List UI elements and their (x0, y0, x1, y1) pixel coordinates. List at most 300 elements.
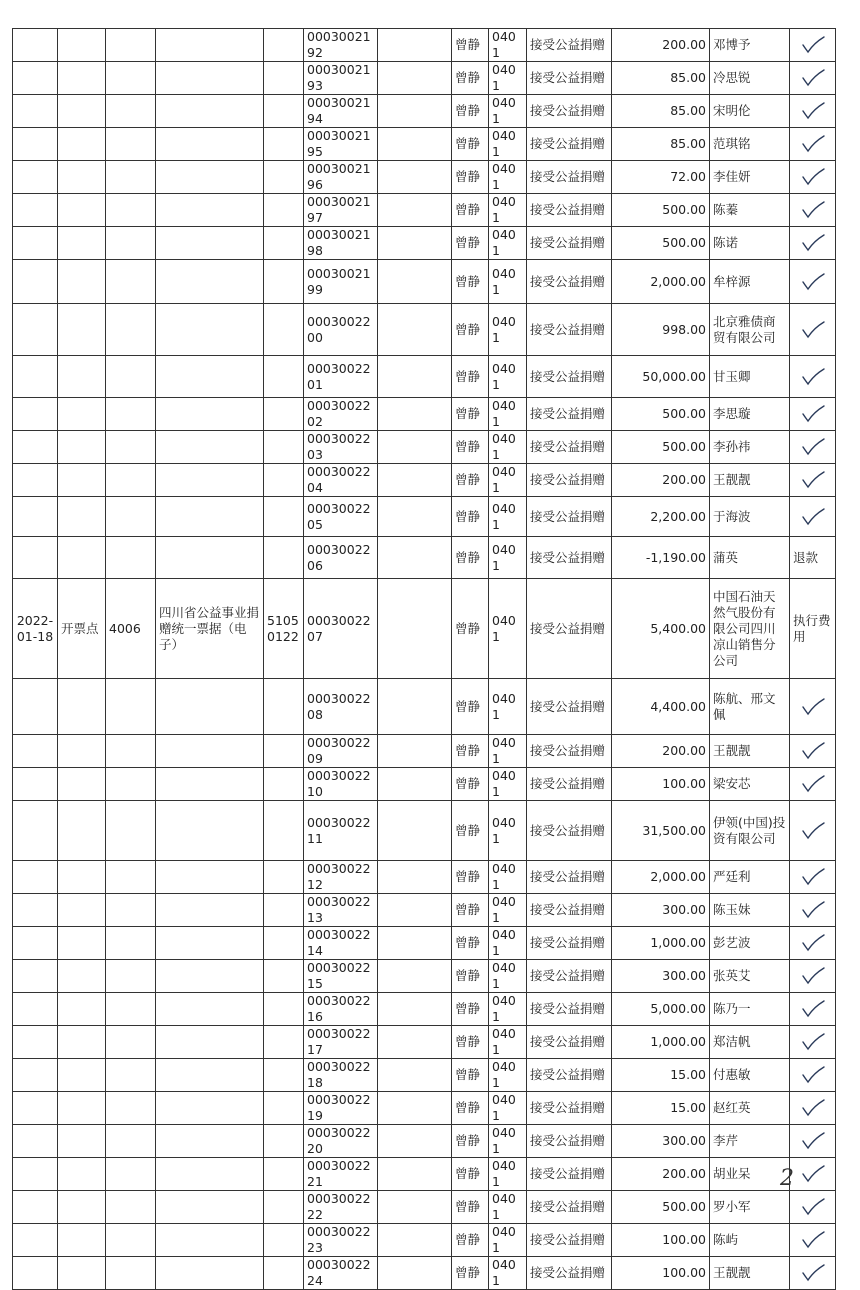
item-name-cell: 接受公益捐赠 (527, 1257, 612, 1290)
bill-type-cell (156, 768, 264, 801)
item-code-cell: 0401 (489, 537, 527, 579)
clerk-cell: 曾静 (452, 537, 489, 579)
bill-number-cell: 0003002195 (304, 128, 378, 161)
payer-cell: 李芹 (710, 1125, 790, 1158)
item-name-cell: 接受公益捐赠 (527, 1191, 612, 1224)
bill-number-cell: 0003002212 (304, 861, 378, 894)
remark-cell (790, 1026, 836, 1059)
bill-number-cell: 0003002223 (304, 1224, 378, 1257)
point-code-cell (106, 993, 156, 1026)
check-mark-icon (800, 320, 826, 340)
item-code-cell: 0401 (489, 161, 527, 194)
item-name-cell: 接受公益捐赠 (527, 1224, 612, 1257)
remark-cell (790, 304, 836, 356)
issue-point-cell (58, 260, 106, 304)
bill-number-cell: 0003002218 (304, 1059, 378, 1092)
amount-cell: 5,000.00 (612, 993, 710, 1026)
remark-cell: 退款 (790, 537, 836, 579)
remark-cell (790, 894, 836, 927)
bill-type-cell (156, 960, 264, 993)
table-row (13, 1191, 836, 1224)
clerk-cell: 曾静 (452, 1125, 489, 1158)
bill-code-cell (264, 927, 304, 960)
amount-cell: 500.00 (612, 227, 710, 260)
item-code-cell: 0401 (489, 1026, 527, 1059)
payer-cell: 严廷利 (710, 861, 790, 894)
amount-cell: 300.00 (612, 1125, 710, 1158)
clerk-cell: 曾静 (452, 95, 489, 128)
table-row (13, 95, 836, 128)
amount-cell: 15.00 (612, 1059, 710, 1092)
bill-type-cell (156, 398, 264, 431)
check-mark-icon (800, 821, 826, 841)
bill-code-cell (264, 194, 304, 227)
remark-cell (790, 29, 836, 62)
clerk-cell: 曾静 (452, 1224, 489, 1257)
issue-point-cell (58, 1257, 106, 1290)
check-mark-icon (800, 68, 826, 88)
amount-cell: 15.00 (612, 1092, 710, 1125)
item-name-cell: 接受公益捐赠 (527, 356, 612, 398)
point-code-cell (106, 735, 156, 768)
issue-point-cell (58, 1191, 106, 1224)
item-name-cell: 接受公益捐赠 (527, 679, 612, 735)
bill-type-cell (156, 894, 264, 927)
item-name-cell: 接受公益捐赠 (527, 861, 612, 894)
blank-cell (378, 464, 452, 497)
clerk-cell: 曾静 (452, 1158, 489, 1191)
check-mark-icon (800, 35, 826, 55)
check-mark-icon (800, 233, 826, 253)
item-code-cell: 0401 (489, 1257, 527, 1290)
item-name-cell: 接受公益捐赠 (527, 768, 612, 801)
remark-cell (790, 993, 836, 1026)
remark-cell (790, 679, 836, 735)
payer-cell: 王靓靓 (710, 1257, 790, 1290)
table-row (13, 62, 836, 95)
item-code-cell: 0401 (489, 801, 527, 861)
date-cell (13, 993, 58, 1026)
issue-point-cell (58, 679, 106, 735)
issue-point-cell (58, 537, 106, 579)
blank-cell (378, 95, 452, 128)
item-code-cell: 0401 (489, 1224, 527, 1257)
clerk-cell: 曾静 (452, 260, 489, 304)
bill-number-cell: 0003002194 (304, 95, 378, 128)
remark-cell (790, 1257, 836, 1290)
issue-point-cell (58, 1158, 106, 1191)
remark-cell (790, 260, 836, 304)
bill-number-cell: 0003002206 (304, 537, 378, 579)
table-row (13, 227, 836, 260)
amount-cell: -1,190.00 (612, 537, 710, 579)
payer-cell: 中国石油天然气股份有限公司四川凉山销售分公司 (710, 579, 790, 679)
remark-cell (790, 1125, 836, 1158)
date-cell (13, 927, 58, 960)
point-code-cell (106, 1026, 156, 1059)
amount-cell: 72.00 (612, 161, 710, 194)
remark-cell (790, 95, 836, 128)
bill-code-cell (264, 62, 304, 95)
check-mark-icon (800, 1032, 826, 1052)
check-mark-icon (800, 200, 826, 220)
bill-code-cell (264, 801, 304, 861)
check-mark-icon (800, 470, 826, 490)
payer-cell: 陈屿 (710, 1224, 790, 1257)
table-row (13, 960, 836, 993)
item-name-cell: 接受公益捐赠 (527, 1158, 612, 1191)
point-code-cell (106, 1158, 156, 1191)
bill-type-cell (156, 161, 264, 194)
bill-type-cell (156, 464, 264, 497)
check-mark-icon (800, 1131, 826, 1151)
check-mark-icon (800, 437, 826, 457)
bill-code-cell (264, 679, 304, 735)
item-name-cell: 接受公益捐赠 (527, 497, 612, 537)
date-cell (13, 1026, 58, 1059)
payer-cell: 陈航、邢文佩 (710, 679, 790, 735)
item-code-cell: 0401 (489, 993, 527, 1026)
check-mark-icon (800, 741, 826, 761)
amount-cell: 85.00 (612, 62, 710, 95)
amount-cell: 2,000.00 (612, 260, 710, 304)
item-code-cell: 0401 (489, 431, 527, 464)
issue-point-cell (58, 62, 106, 95)
blank-cell (378, 304, 452, 356)
date-cell (13, 95, 58, 128)
item-code-cell: 0401 (489, 927, 527, 960)
blank-cell (378, 1092, 452, 1125)
payer-cell: 李思璇 (710, 398, 790, 431)
point-code-cell (106, 260, 156, 304)
issue-point-cell (58, 1026, 106, 1059)
point-code-cell (106, 1257, 156, 1290)
remark-cell (790, 1092, 836, 1125)
item-name-cell: 接受公益捐赠 (527, 1125, 612, 1158)
point-code-cell (106, 62, 156, 95)
bill-code-cell (264, 356, 304, 398)
amount-cell: 300.00 (612, 960, 710, 993)
item-name-cell: 接受公益捐赠 (527, 29, 612, 62)
table-row (13, 861, 836, 894)
blank-cell (378, 431, 452, 464)
table-row (13, 260, 836, 304)
point-code-cell (106, 95, 156, 128)
blank-cell (378, 801, 452, 861)
payer-cell: 付惠敏 (710, 1059, 790, 1092)
check-mark-icon (800, 272, 826, 292)
bill-number-cell: 0003002210 (304, 768, 378, 801)
clerk-cell: 曾静 (452, 1191, 489, 1224)
date-cell (13, 1125, 58, 1158)
item-name-cell: 接受公益捐赠 (527, 194, 612, 227)
remark-cell (790, 960, 836, 993)
bill-code-cell (264, 768, 304, 801)
item-code-cell: 0401 (489, 194, 527, 227)
blank-cell (378, 1125, 452, 1158)
clerk-cell: 曾静 (452, 128, 489, 161)
date-cell (13, 62, 58, 95)
bill-number-cell: 0003002214 (304, 927, 378, 960)
issue-point-cell: 开票点 (58, 579, 106, 679)
bill-code-cell (264, 260, 304, 304)
issue-point-cell (58, 304, 106, 356)
item-code-cell: 0401 (489, 260, 527, 304)
blank-cell (378, 1257, 452, 1290)
date-cell: 2022-01-18 (13, 579, 58, 679)
check-mark-icon (800, 1098, 826, 1118)
remark-cell (790, 1191, 836, 1224)
issue-point-cell (58, 464, 106, 497)
bill-number-cell: 0003002203 (304, 431, 378, 464)
bill-type-cell (156, 1158, 264, 1191)
amount-cell: 500.00 (612, 431, 710, 464)
amount-cell: 85.00 (612, 128, 710, 161)
issue-point-cell (58, 927, 106, 960)
item-code-cell: 0401 (489, 1158, 527, 1191)
table-row (13, 1026, 836, 1059)
blank-cell (378, 960, 452, 993)
table-row (13, 431, 836, 464)
item-code-cell: 0401 (489, 95, 527, 128)
point-code-cell (106, 497, 156, 537)
amount-cell: 1,000.00 (612, 1026, 710, 1059)
payer-cell: 冷思锐 (710, 62, 790, 95)
bill-number-cell: 0003002220 (304, 1125, 378, 1158)
check-mark-icon (800, 134, 826, 154)
bill-number-cell: 0003002222 (304, 1191, 378, 1224)
blank-cell (378, 161, 452, 194)
remark-cell (790, 464, 836, 497)
date-cell (13, 1257, 58, 1290)
item-name-cell: 接受公益捐赠 (527, 1026, 612, 1059)
date-cell (13, 304, 58, 356)
point-code-cell (106, 1092, 156, 1125)
item-code-cell: 0401 (489, 304, 527, 356)
clerk-cell: 曾静 (452, 927, 489, 960)
bill-number-cell: 0003002224 (304, 1257, 378, 1290)
date-cell (13, 497, 58, 537)
check-mark-icon (800, 933, 826, 953)
date-cell (13, 768, 58, 801)
bill-code-cell (264, 537, 304, 579)
table-row (13, 497, 836, 537)
blank-cell (378, 1026, 452, 1059)
remark-cell (790, 62, 836, 95)
payer-cell: 陈玉妹 (710, 894, 790, 927)
clerk-cell: 曾静 (452, 579, 489, 679)
point-code-cell (106, 1191, 156, 1224)
remark-cell (790, 227, 836, 260)
check-mark-icon (800, 867, 826, 887)
table-row (13, 1059, 836, 1092)
clerk-cell: 曾静 (452, 861, 489, 894)
issue-point-cell (58, 29, 106, 62)
clerk-cell: 曾静 (452, 29, 489, 62)
point-code-cell (106, 537, 156, 579)
bill-code-cell (264, 497, 304, 537)
item-name-cell: 接受公益捐赠 (527, 1092, 612, 1125)
table-row (13, 679, 836, 735)
issue-point-cell (58, 801, 106, 861)
payer-cell: 蒲英 (710, 537, 790, 579)
item-name-cell: 接受公益捐赠 (527, 62, 612, 95)
table-row (13, 1257, 836, 1290)
clerk-cell: 曾静 (452, 194, 489, 227)
remark-cell (790, 128, 836, 161)
bill-number-cell: 0003002221 (304, 1158, 378, 1191)
bill-type-cell (156, 1059, 264, 1092)
bill-code-cell (264, 735, 304, 768)
bill-type-cell (156, 1191, 264, 1224)
blank-cell (378, 894, 452, 927)
item-code-cell: 0401 (489, 735, 527, 768)
amount-cell: 200.00 (612, 735, 710, 768)
item-name-cell: 接受公益捐赠 (527, 537, 612, 579)
date-cell (13, 1191, 58, 1224)
item-code-cell: 0401 (489, 894, 527, 927)
bill-number-cell: 0003002199 (304, 260, 378, 304)
item-code-cell: 0401 (489, 227, 527, 260)
bill-type-cell (156, 194, 264, 227)
ledger-body (13, 29, 836, 1290)
blank-cell (378, 927, 452, 960)
point-code-cell (106, 960, 156, 993)
payer-cell: 宋明伦 (710, 95, 790, 128)
table-row (13, 768, 836, 801)
clerk-cell: 曾静 (452, 398, 489, 431)
item-name-cell: 接受公益捐赠 (527, 735, 612, 768)
check-mark-icon (800, 966, 826, 986)
point-code-cell (106, 927, 156, 960)
date-cell (13, 801, 58, 861)
check-mark-icon (800, 507, 826, 527)
table-row (13, 894, 836, 927)
amount-cell: 100.00 (612, 768, 710, 801)
remark-cell (790, 1224, 836, 1257)
bill-number-cell: 0003002216 (304, 993, 378, 1026)
date-cell (13, 398, 58, 431)
point-code-cell (106, 304, 156, 356)
bill-number-cell: 0003002211 (304, 801, 378, 861)
issue-point-cell (58, 1224, 106, 1257)
point-code-cell (106, 161, 156, 194)
remark-cell (790, 801, 836, 861)
item-name-cell: 接受公益捐赠 (527, 960, 612, 993)
point-code-cell (106, 227, 156, 260)
clerk-cell: 曾静 (452, 894, 489, 927)
handwritten-page-number: 2 (780, 1166, 794, 1191)
remark-cell (790, 356, 836, 398)
date-cell (13, 194, 58, 227)
point-code-cell (106, 194, 156, 227)
payer-cell: 赵红英 (710, 1092, 790, 1125)
check-mark-icon (800, 167, 826, 187)
bill-type-cell (156, 1257, 264, 1290)
remark-cell (790, 398, 836, 431)
item-name-cell: 接受公益捐赠 (527, 227, 612, 260)
check-mark-icon (800, 1197, 826, 1217)
bill-number-cell: 0003002213 (304, 894, 378, 927)
remark-cell (790, 1059, 836, 1092)
check-mark-icon (800, 1263, 826, 1283)
clerk-cell: 曾静 (452, 356, 489, 398)
amount-cell: 1,000.00 (612, 927, 710, 960)
item-code-cell: 0401 (489, 1092, 527, 1125)
issue-point-cell (58, 993, 106, 1026)
bill-number-cell: 0003002202 (304, 398, 378, 431)
bill-code-cell (264, 1125, 304, 1158)
remark-cell (790, 1158, 836, 1191)
bill-code-cell (264, 95, 304, 128)
remark-cell: 执行费用 (790, 579, 836, 679)
bill-type-cell (156, 993, 264, 1026)
blank-cell (378, 537, 452, 579)
payer-cell: 陈诺 (710, 227, 790, 260)
bill-number-cell: 0003002197 (304, 194, 378, 227)
bill-type-cell: 四川省公益事业捐赠统一票据（电子） (156, 579, 264, 679)
amount-cell: 2,200.00 (612, 497, 710, 537)
blank-cell (378, 194, 452, 227)
issue-point-cell (58, 431, 106, 464)
payer-cell: 伊领(中国)投资有限公司 (710, 801, 790, 861)
item-code-cell: 0401 (489, 579, 527, 679)
item-name-cell: 接受公益捐赠 (527, 431, 612, 464)
point-code-cell (106, 29, 156, 62)
payer-cell: 郑洁帆 (710, 1026, 790, 1059)
bill-type-cell (156, 735, 264, 768)
issue-point-cell (58, 398, 106, 431)
date-cell (13, 464, 58, 497)
item-code-cell: 0401 (489, 62, 527, 95)
item-name-cell: 接受公益捐赠 (527, 579, 612, 679)
blank-cell (378, 735, 452, 768)
bill-code-cell (264, 161, 304, 194)
clerk-cell: 曾静 (452, 801, 489, 861)
issue-point-cell (58, 356, 106, 398)
blank-cell (378, 227, 452, 260)
bill-number-cell: 0003002204 (304, 464, 378, 497)
bill-type-cell (156, 304, 264, 356)
check-mark-icon (800, 404, 826, 424)
date-cell (13, 161, 58, 194)
table-row (13, 579, 836, 679)
point-code-cell (106, 128, 156, 161)
remark-cell (790, 735, 836, 768)
date-cell (13, 679, 58, 735)
item-name-cell: 接受公益捐赠 (527, 398, 612, 431)
clerk-cell: 曾静 (452, 679, 489, 735)
bill-type-cell (156, 861, 264, 894)
blank-cell (378, 993, 452, 1026)
table-row (13, 128, 836, 161)
bill-number-cell: 0003002207 (304, 579, 378, 679)
bill-type-cell (156, 1224, 264, 1257)
table-row (13, 304, 836, 356)
bill-code-cell (264, 304, 304, 356)
date-cell (13, 1092, 58, 1125)
bill-number-cell: 0003002193 (304, 62, 378, 95)
blank-cell (378, 679, 452, 735)
remark-cell (790, 194, 836, 227)
point-code-cell (106, 356, 156, 398)
item-code-cell: 0401 (489, 1059, 527, 1092)
amount-cell: 300.00 (612, 894, 710, 927)
bill-code-cell (264, 894, 304, 927)
table-row (13, 464, 836, 497)
item-code-cell: 0401 (489, 1125, 527, 1158)
date-cell (13, 1158, 58, 1191)
